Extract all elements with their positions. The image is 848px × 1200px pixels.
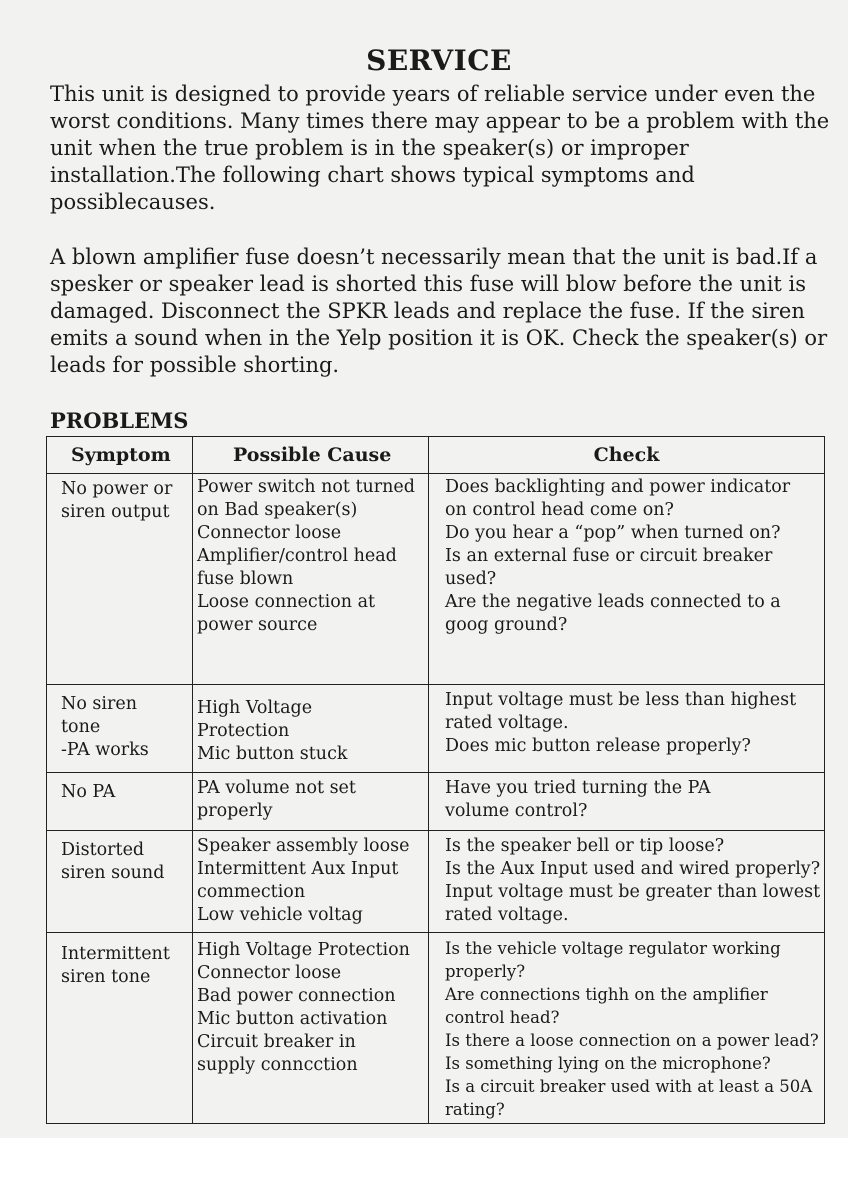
check-line: Have you tried turning the PA (445, 778, 711, 798)
cause-line: Circuit breaker in (197, 1032, 356, 1052)
check-line: rated voltage. (445, 905, 569, 925)
check-line: Is there a loose connection on a power lead? (445, 1031, 819, 1050)
check-cell (429, 831, 825, 933)
table-row (47, 685, 825, 773)
check-line: Is a circuit breaker used with at least a 50A (445, 1077, 813, 1096)
cause-line: Connector loose (197, 963, 342, 983)
problems-table (46, 436, 825, 1124)
check-line: Does mic button release properly? (445, 736, 751, 756)
table-row (47, 773, 825, 831)
check-cell (429, 474, 825, 685)
check-cell (429, 933, 825, 1124)
symptom-line: Intermittent (61, 944, 170, 964)
symptom-cell (47, 773, 193, 831)
symptom-line: Distorted (61, 840, 145, 860)
check-line: Are the negative leads connected to a (445, 592, 781, 612)
table-header-row (47, 437, 825, 474)
fuse-paragraph: A blown amplifier fuse doesn’t necessarily mean that the unit is bad.If a spesker or speaker lead is shorted this fuse will blow before the unit is damaged. Disconnect the SPKR leads and replace the fuse. If the siren emits a sound when in the Yelp position it is OK. Check the speaker(s) or leads for possible shorting. (50, 245, 828, 377)
cause-cell (193, 685, 429, 773)
check-line: volume control? (445, 801, 588, 821)
cause-line: Power switch not turned (197, 477, 415, 497)
cause-line: Mic button activation (197, 1009, 388, 1029)
check-line: Is an external fuse or circuit breaker (445, 546, 773, 566)
check-cell (429, 685, 825, 773)
cause-line: PA volume not set (197, 778, 356, 798)
cause-line: Mic button stuck (197, 744, 348, 764)
check-line: properly? (445, 962, 526, 981)
cause-cell (193, 773, 429, 831)
symptom-line: siren output (61, 502, 170, 522)
check-line: used? (445, 569, 497, 589)
symptom-line: siren sound (61, 863, 165, 883)
check-line: Is the Aux Input used and wired properly? (445, 859, 821, 879)
cause-line: Connector loose (197, 523, 342, 543)
header-symptom: Symptom (47, 437, 193, 474)
check-cell (429, 773, 825, 831)
header-possible-cause: Possible Cause (193, 437, 429, 474)
symptom-line: siren tone (61, 967, 151, 987)
cause-line: Bad power connection (197, 986, 396, 1006)
cause-line: power source (197, 615, 318, 635)
cause-cell (193, 831, 429, 933)
check-line: Is the vehicle voltage regulator working (445, 939, 781, 958)
symptom-cell (47, 831, 193, 933)
intro-paragraph: This unit is designed to provide years of reliable service under even the worst conditions. Many times there may appear to be a problem with the unit when the true problem is in the speaker(s) or improper installation.The following chart shows typical symptoms and possiblecauses. (50, 82, 830, 214)
cause-line: Amplifier/control head (197, 546, 397, 566)
check-line: rated voltage. (445, 713, 569, 733)
problems-heading: PROBLEMS (50, 408, 189, 433)
cause-line: High Voltage (197, 698, 313, 718)
header-check: Check (429, 437, 825, 474)
cause-cell (193, 933, 429, 1124)
symptom-cell (47, 474, 193, 685)
cause-line: properly (197, 801, 273, 821)
table-row (47, 831, 825, 933)
symptom-cell (47, 933, 193, 1124)
symptom-line: No power or (61, 479, 173, 499)
cause-line: Intermittent Aux Input (197, 859, 399, 879)
cause-line: Speaker assembly loose (197, 836, 410, 856)
table-row (47, 933, 825, 1124)
check-line: Input voltage must be less than highest (445, 690, 797, 710)
check-line: Is the speaker bell or tip loose? (445, 836, 725, 856)
check-line: rating? (445, 1100, 505, 1119)
check-line: goog ground? (445, 615, 568, 635)
check-line: Are connections tighh on the amplifier (445, 985, 768, 1004)
symptom-line: tone (61, 717, 101, 737)
cause-line: Protection (197, 721, 290, 741)
check-line: control head? (445, 1008, 560, 1027)
cause-line: Loose connection at (197, 592, 376, 612)
cause-line: on Bad speaker(s) (197, 500, 358, 520)
symptom-line: No siren (61, 694, 137, 714)
check-line: on control head come on? (445, 500, 674, 520)
symptom-line: No PA (61, 782, 116, 802)
page-title: SERVICE (366, 44, 512, 77)
cause-line: commection (197, 882, 306, 902)
cause-line: supply conncction (197, 1055, 358, 1075)
cause-line: High Voltage Protection (197, 940, 410, 960)
symptom-line: -PA works (61, 740, 149, 760)
symptom-cell (47, 685, 193, 773)
check-line: Do you hear a “pop” when turned on? (445, 523, 781, 543)
cause-cell (193, 474, 429, 685)
cause-line: Low vehicle voltag (197, 905, 363, 925)
check-line: Input voltage must be greater than lowest (445, 882, 821, 902)
check-line: Does backlighting and power indicator (445, 477, 791, 497)
table-row (47, 474, 825, 685)
cause-line: fuse blown (197, 569, 294, 589)
check-line: Is something lying on the microphone? (445, 1054, 771, 1073)
